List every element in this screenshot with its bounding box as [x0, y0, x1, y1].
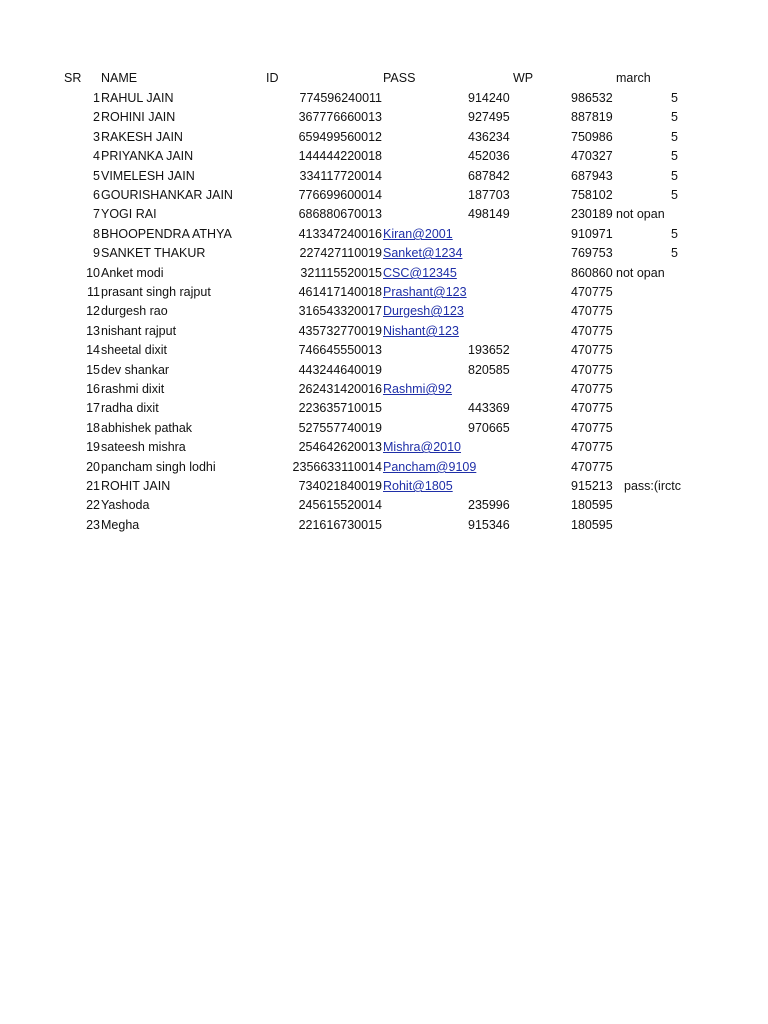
cell-march: 470775 — [571, 304, 613, 318]
cell-extra: 5 — [671, 91, 678, 105]
cell-march: 769753 — [571, 246, 613, 260]
cell-name: radha dixit — [101, 401, 159, 415]
cell-id: 734021840019 — [298, 479, 382, 493]
cell-march: 470775 — [571, 401, 613, 415]
cell-pass-link[interactable]: Sanket@1234 — [383, 246, 463, 260]
cell-name: Yashoda — [101, 498, 150, 512]
cell-extra: 5 — [671, 110, 678, 124]
cell-id: 262431420016 — [298, 382, 382, 396]
cell-pass-link[interactable]: Nishant@123 — [383, 324, 459, 338]
cell-pass-link[interactable]: Rashmi@92 — [383, 382, 452, 396]
cell-sr: 3 — [93, 130, 100, 144]
cell-wp: 914240 — [468, 91, 510, 105]
cell-id: 254642620013 — [298, 440, 382, 454]
cell-extra: 5 — [671, 169, 678, 183]
cell-march: 470775 — [571, 382, 613, 396]
cell-march: 470775 — [571, 285, 613, 299]
cell-sr: 13 — [86, 324, 100, 338]
cell-sr: 21 — [86, 479, 100, 493]
cell-id: 321115520015 — [300, 266, 382, 280]
cell-name: sateesh mishra — [101, 440, 186, 454]
cell-wp: 915346 — [468, 518, 510, 532]
cell-sr: 20 — [86, 460, 100, 474]
cell-wp: 498149 — [468, 207, 510, 221]
cell-march: 887819 — [571, 110, 613, 124]
cell-name: RAKESH JAIN — [101, 130, 183, 144]
cell-wp: 927495 — [468, 110, 510, 124]
cell-march: 986532 — [571, 91, 613, 105]
cell-name: Megha — [101, 518, 140, 532]
cell-name: durgesh rao — [101, 304, 168, 318]
cell-extra: not opan — [616, 207, 665, 221]
cell-sr: 18 — [86, 421, 100, 435]
cell-march: 470775 — [571, 460, 613, 474]
cell-sr: 15 — [86, 363, 100, 377]
cell-sr: 8 — [93, 227, 100, 241]
cell-name: dev shankar — [101, 363, 170, 377]
cell-sr: 5 — [93, 169, 100, 183]
cell-id: 367776660013 — [298, 110, 382, 124]
cell-pass-link[interactable]: Mishra@2010 — [383, 440, 462, 454]
cell-id: 413347240016 — [298, 227, 382, 241]
cell-pass-link[interactable]: Kiran@2001 — [383, 227, 453, 241]
cell-id: 435732770019 — [298, 324, 382, 338]
cell-wp: 436234 — [468, 130, 510, 144]
cell-id: 334117720014 — [299, 169, 382, 183]
cell-name: abhishek pathak — [101, 421, 193, 435]
cell-sr: 23 — [86, 518, 100, 532]
cell-extra: 5 — [671, 149, 678, 163]
cell-name: SANKET THAKUR — [101, 246, 206, 260]
cell-extra: 5 — [671, 227, 678, 241]
header-march: march — [616, 71, 651, 85]
cell-march: 470327 — [571, 149, 613, 163]
cell-id: 245615520014 — [298, 498, 382, 512]
cell-sr: 2 — [93, 110, 100, 124]
cell-sr: 12 — [86, 304, 100, 318]
cell-march: 915213 — [571, 479, 613, 493]
cell-id: 443244640019 — [298, 363, 382, 377]
cell-wp: 452036 — [468, 149, 510, 163]
cell-march: 750986 — [571, 130, 613, 144]
cell-id: 659499560012 — [298, 130, 382, 144]
cell-march: 860860 — [571, 266, 613, 280]
cell-wp: 820585 — [468, 363, 510, 377]
cell-id: 316543320017 — [298, 304, 382, 318]
cell-name: ROHINI JAIN — [101, 110, 176, 124]
cell-wp: 443369 — [468, 401, 510, 415]
cell-pass-link[interactable]: Pancham@9109 — [383, 460, 477, 474]
cell-id: 227427110019 — [299, 246, 382, 260]
cell-wp: 193652 — [468, 343, 510, 357]
cell-name: ROHIT JAIN — [101, 479, 171, 493]
header-id: ID — [266, 71, 279, 85]
cell-extra: not opan — [616, 266, 665, 280]
cell-sr: 9 — [93, 246, 100, 260]
cell-march: 180595 — [571, 498, 613, 512]
cell-sr: 4 — [93, 149, 100, 163]
cell-pass-link[interactable]: Rohit@1805 — [383, 479, 453, 493]
cell-pass-link[interactable]: Durgesh@123 — [383, 304, 464, 318]
cell-name: Anket modi — [101, 266, 164, 280]
cell-march: 470775 — [571, 421, 613, 435]
cell-id: 223635710015 — [298, 401, 382, 415]
cell-name: prasant singh rajput — [101, 285, 211, 299]
cell-extra: 5 — [671, 130, 678, 144]
cell-id: 527557740019 — [298, 421, 382, 435]
cell-name: VIMELESH JAIN — [101, 169, 195, 183]
cell-name: PRIYANKA JAIN — [101, 149, 194, 163]
cell-id: 776699600014 — [298, 188, 382, 202]
header-sr: SR — [64, 71, 82, 85]
cell-name: rashmi dixit — [101, 382, 165, 396]
header-pass: PASS — [383, 71, 416, 85]
header-name: NAME — [101, 71, 138, 85]
cell-wp: 187703 — [468, 188, 510, 202]
cell-name: nishant rajput — [101, 324, 177, 338]
cell-name: BHOOPENDRA ATHYA — [101, 227, 232, 241]
cell-wp: 970665 — [468, 421, 510, 435]
cell-march: 470775 — [571, 324, 613, 338]
cell-pass-link[interactable]: CSC@12345 — [383, 266, 457, 280]
cell-sr: 17 — [86, 401, 100, 415]
cell-sr: 14 — [86, 343, 100, 357]
cell-name: RAHUL JAIN — [101, 91, 174, 105]
cell-sr: 22 — [86, 498, 100, 512]
cell-name: pancham singh lodhi — [101, 460, 216, 474]
cell-id: 221616730015 — [298, 518, 382, 532]
cell-sr: 10 — [86, 266, 100, 280]
cell-id: 144444220018 — [298, 149, 382, 163]
cell-name: YOGI RAI — [101, 207, 157, 221]
cell-extra: 5 — [671, 246, 678, 260]
cell-wp: 235996 — [468, 498, 510, 512]
cell-march: 470775 — [571, 363, 613, 377]
cell-id: 2356633110014 — [292, 460, 382, 474]
cell-march: 470775 — [571, 343, 613, 357]
cell-id: 461417140018 — [298, 285, 382, 299]
cell-march: 180595 — [571, 518, 613, 532]
header-wp: WP — [513, 71, 534, 85]
cell-extra: 5 — [671, 188, 678, 202]
cell-sr: 16 — [86, 382, 100, 396]
cell-march: 470775 — [571, 440, 613, 454]
cell-name: GOURISHANKAR JAIN — [101, 188, 233, 202]
cell-sr: 6 — [93, 188, 100, 202]
cell-sr: 11 — [87, 285, 100, 299]
cell-sr: 19 — [86, 440, 100, 454]
cell-id: 746645550013 — [298, 343, 382, 357]
cell-extra: pass:(irctc — [624, 479, 681, 493]
cell-march: 910971 — [571, 227, 613, 241]
cell-pass-link[interactable]: Prashant@123 — [383, 285, 467, 299]
cell-name: sheetal dixit — [101, 343, 168, 357]
cell-id: 774596240011 — [299, 91, 382, 105]
cell-march: 758102 — [571, 188, 613, 202]
cell-id: 686880670013 — [298, 207, 382, 221]
cell-sr: 7 — [93, 207, 100, 221]
cell-march: 230189 — [571, 207, 613, 221]
cell-wp: 687842 — [468, 169, 510, 183]
cell-march: 687943 — [571, 169, 613, 183]
cell-sr: 1 — [93, 91, 100, 105]
